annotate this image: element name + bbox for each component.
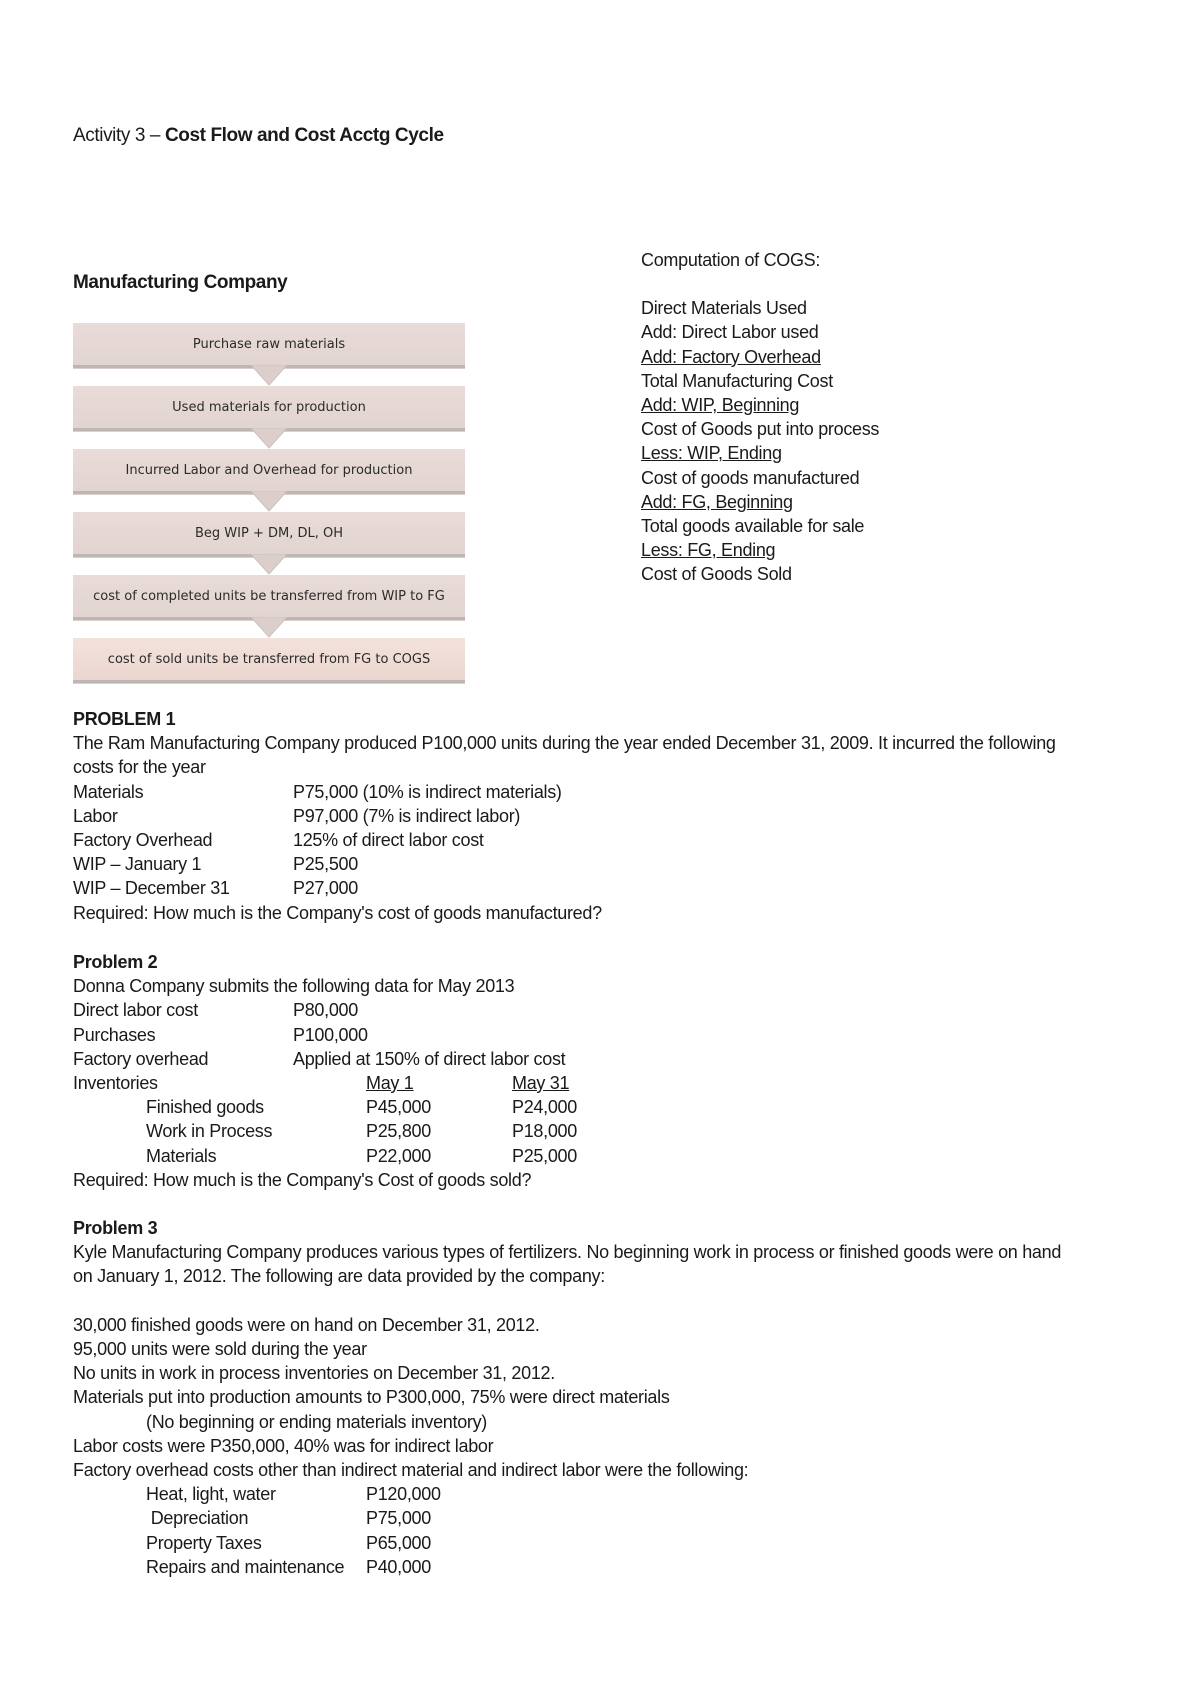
problem-2-item: Direct labor cost P80,000 [73, 1000, 358, 1021]
problem-1-intro: costs for the year [73, 757, 206, 778]
problem-3-line: Materials put into production amounts to P300,000, 75% were direct materials [73, 1387, 670, 1408]
cogs-line: Add: Direct Labor used [641, 322, 819, 343]
flow-arrow-icon [251, 428, 287, 450]
problem-2-item: Factory overhead Applied at 150% of direct labor cost [73, 1048, 566, 1069]
inventory-row: Finished goods P45,000 P24,000 [146, 1097, 577, 1118]
flow-step-5: cost of completed units be transferred from WIP to FG [73, 575, 465, 620]
problem-1-item: Labor P97,000 (7% is indirect labor) [73, 805, 521, 826]
problem-1-intro: The Ram Manufacturing Company produced P100,000 units during the year ended December 31, 2009. It incurred the following [73, 733, 1056, 754]
problem-1-item: WIP – December 31 P27,000 [73, 878, 358, 899]
problem-3-heading: Problem 3 [73, 1218, 158, 1238]
overhead-row: Depreciation P75,000 [146, 1508, 431, 1529]
cogs-line: Cost of goods manufactured [641, 467, 860, 488]
problem-2-item: Purchases P100,000 [73, 1024, 368, 1045]
problem-1-item: Factory Overhead 125% of direct labor cost [73, 829, 484, 850]
flow-step-1: Purchase raw materials [73, 323, 465, 368]
cogs-line: Total goods available for sale [641, 516, 865, 537]
problem-1-heading: PROBLEM 1 [73, 709, 176, 729]
cogs-computation [641, 248, 879, 587]
problem-3-line: 30,000 finished goods were on hand on December 31, 2012. [73, 1314, 540, 1335]
cogs-line: Add: WIP, Beginning [641, 395, 800, 416]
problem-1-item: Materials P75,000 (10% is indirect materials) [73, 781, 562, 802]
inventory-row: Work in Process P25,800 P18,000 [146, 1121, 577, 1142]
cogs-line: Direct Materials Used [641, 298, 807, 319]
cogs-line: Less: FG, Ending [641, 540, 776, 561]
cogs-line: Total Manufacturing Cost [641, 370, 833, 391]
problem-2-intro: Donna Company submits the following data for May 2013 [73, 976, 515, 997]
overhead-row: Property Taxes P65,000 [146, 1532, 431, 1553]
problem-3 [73, 1216, 1133, 1579]
cogs-line: Less: WIP, Ending [641, 443, 782, 464]
flow-step-4: Beg WIP + DM, DL, OH [73, 512, 465, 557]
flow-arrow-icon [251, 617, 287, 639]
cogs-line: Add: Factory Overhead [641, 346, 821, 367]
cogs-heading: Computation of COGS: [641, 250, 821, 270]
activity-title: Activity 3 – Cost Flow and Cost Acctg Cycle [73, 125, 444, 146]
problem-1-required: Required: How much is the Company's cost of goods manufactured? [73, 902, 602, 923]
cogs-line: Cost of Goods Sold [641, 564, 792, 585]
problem-3-line: No units in work in process inventories on December 31, 2012. [73, 1363, 555, 1384]
problem-3-intro: on January 1, 2012. The following are data provided by the company: [73, 1266, 605, 1287]
problem-3-line: Factory overhead costs other than indirect material and indirect labor were the following: [73, 1460, 749, 1481]
problem-3-note: (No beginning or ending materials inventory) [146, 1411, 487, 1432]
problem-1 [73, 707, 1133, 925]
problem-2-heading: Problem 2 [73, 952, 158, 972]
cogs-line: Cost of Goods put into process [641, 419, 880, 440]
overhead-row: Heat, light, water P120,000 [146, 1484, 441, 1505]
company-heading: Manufacturing Company [73, 272, 288, 293]
inventories-header: Inventories May 1 May 31 [73, 1072, 570, 1093]
problem-3-intro: Kyle Manufacturing Company produces various types of fertilizers. No beginning work in process or finished goods were on hand [73, 1242, 1062, 1263]
problem-3-line: 95,000 units were sold during the year [73, 1339, 367, 1359]
problem-2-required: Required: How much is the Company's Cost of goods sold? [73, 1169, 532, 1190]
flow-arrow-icon [251, 365, 287, 387]
problem-1-item: WIP – January 1 P25,500 [73, 854, 358, 875]
flow-arrow-icon [251, 554, 287, 576]
flow-step-3: Incurred Labor and Overhead for production [73, 449, 465, 494]
flow-step-2: Used materials for production [73, 386, 465, 431]
inventory-row: Materials P22,000 P25,000 [146, 1145, 577, 1166]
problem-3-line: Labor costs were P350,000, 40% was for indirect labor [73, 1435, 494, 1456]
problem-2 [73, 950, 1133, 1192]
flow-step-6: cost of sold units be transferred from FG to COGS [73, 638, 465, 683]
overhead-row: Repairs and maintenance P40,000 [146, 1556, 431, 1577]
flow-arrow-icon [251, 491, 287, 513]
cogs-line: Add: FG, Beginning [641, 491, 793, 512]
